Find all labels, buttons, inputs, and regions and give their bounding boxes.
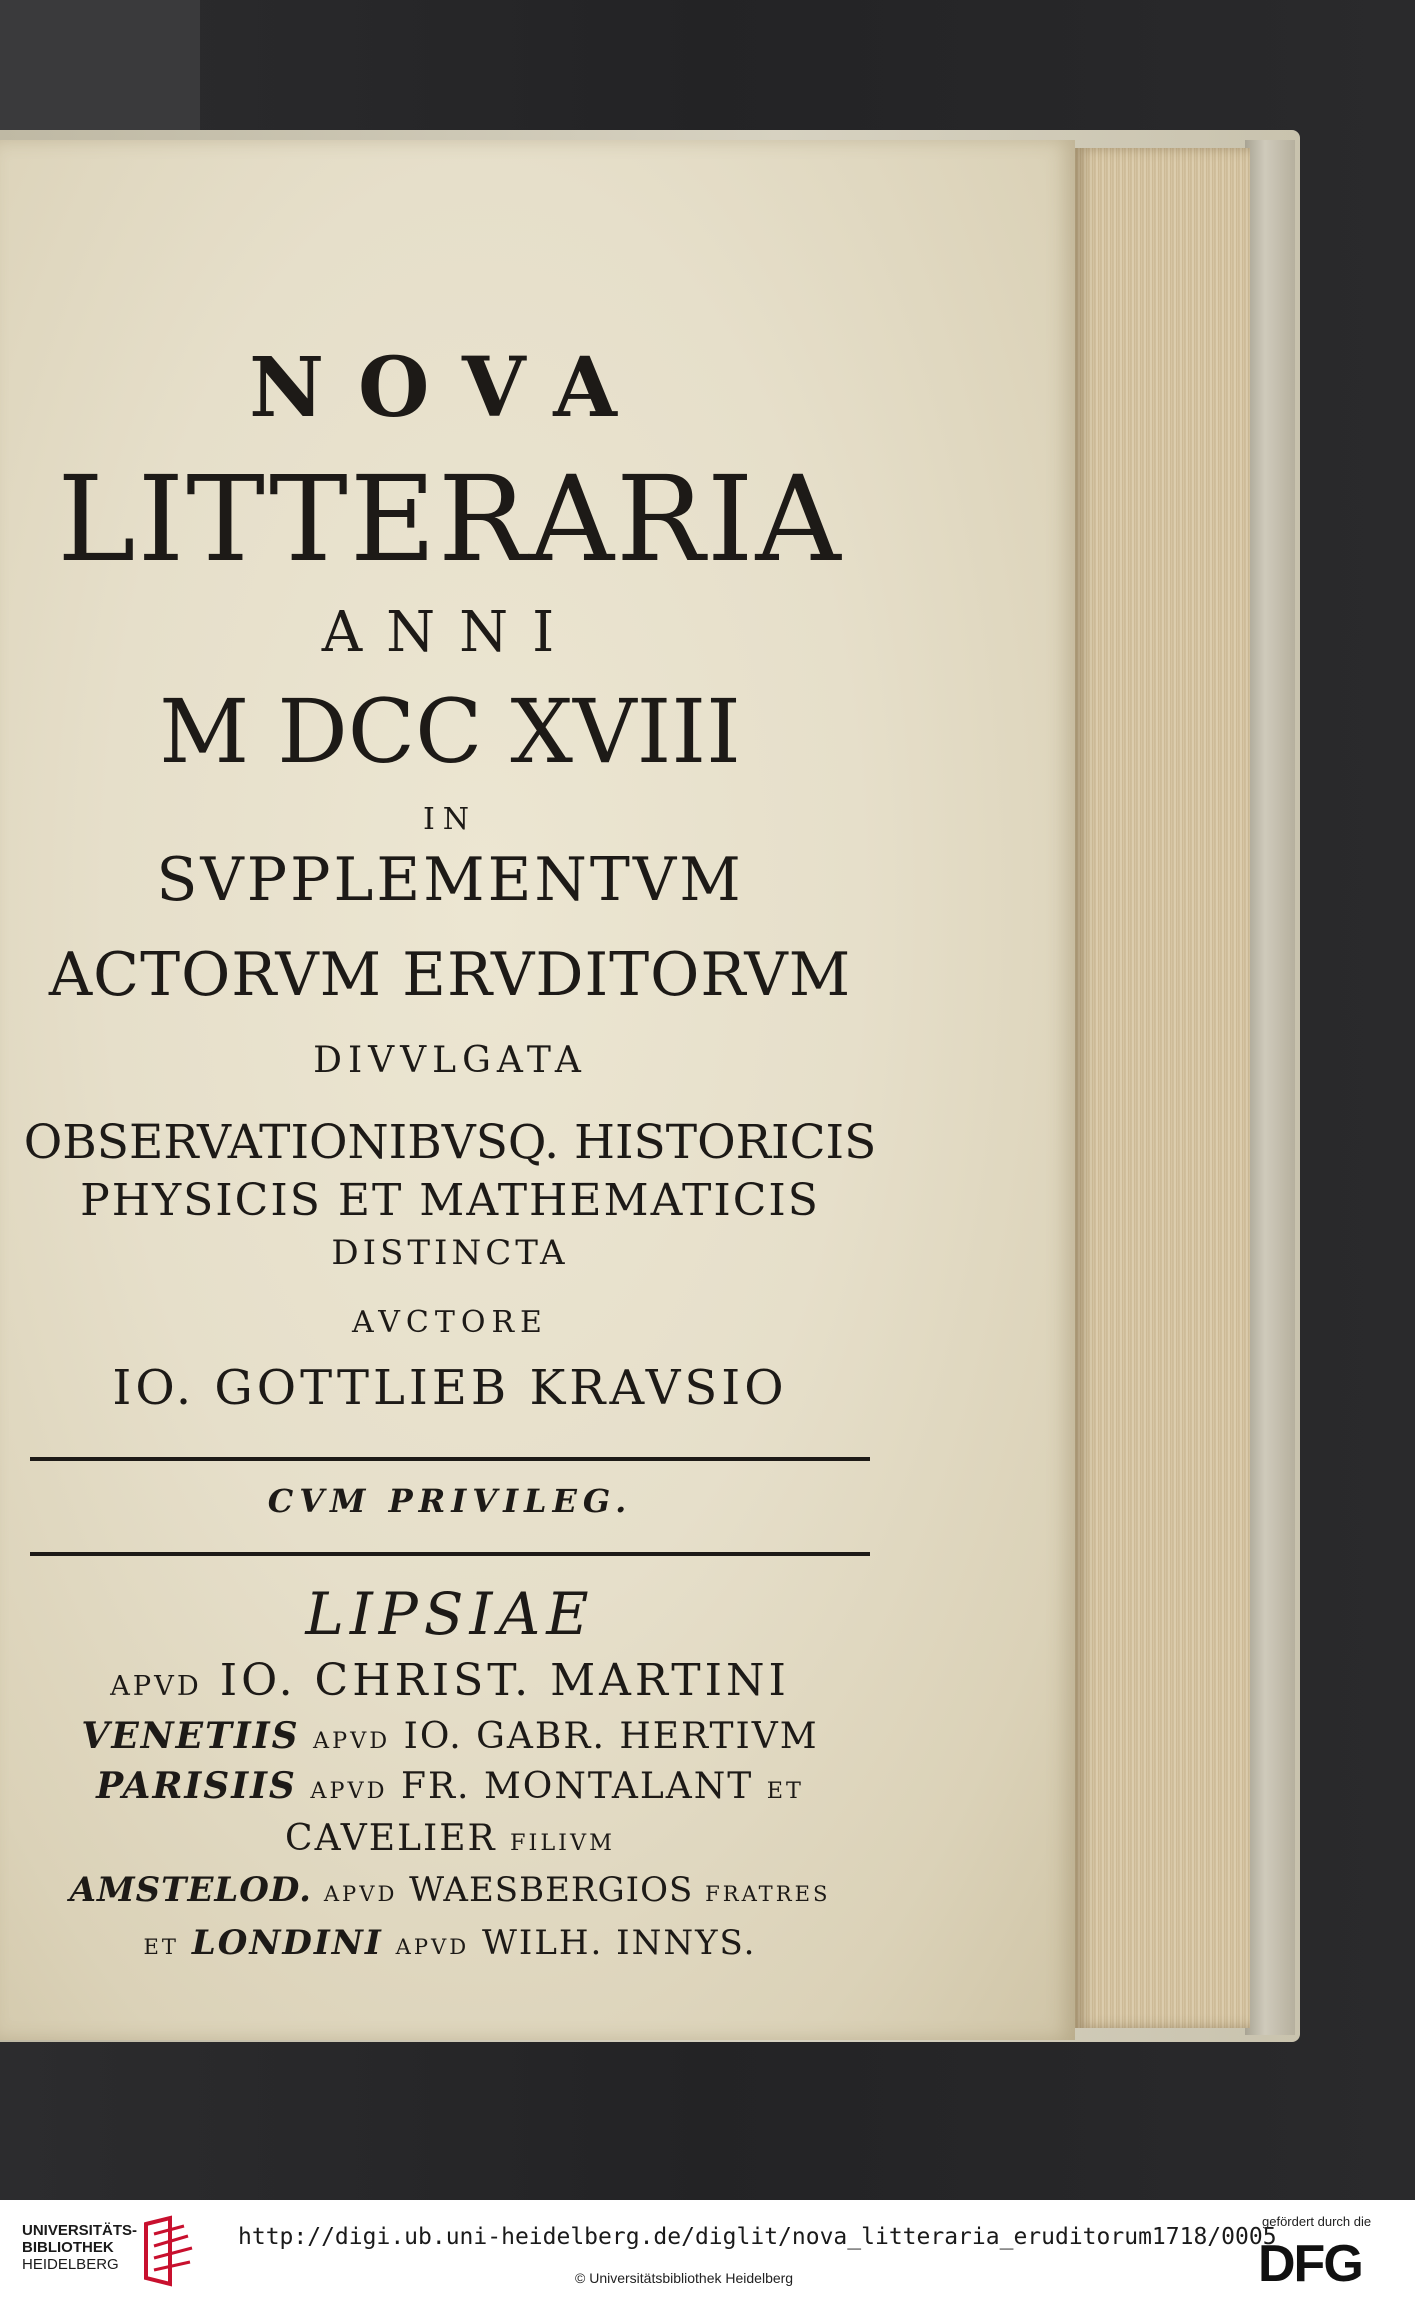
title-line-physicis: PHYSICIS ET MATHEMATICIS — [80, 1175, 820, 1226]
title-line-anni: ANNI — [321, 600, 579, 665]
imprint-apud: APVD — [313, 1728, 391, 1754]
imprint-venetiis: VENETIIS — [81, 1715, 300, 1757]
imprint-line-4 — [0, 1818, 900, 1859]
page-fore-edge — [1075, 148, 1250, 2028]
title-line-observationibus: OBSERVATIONIBVSQ. HISTORICIS — [23, 1115, 877, 1170]
imprint-apud: APVD — [323, 1881, 398, 1906]
imprint-innys: WILH. INNYS. — [481, 1923, 757, 1963]
imprint-filium: FILIVM — [510, 1830, 615, 1856]
title-line-auctore: AVCTORE — [352, 1305, 548, 1340]
imprint-apud: APVD — [310, 1778, 388, 1804]
title-line-in: IN — [422, 802, 478, 837]
imprint-amstelod: AMSTELOD. — [69, 1870, 313, 1910]
imprint-fratres: FRATRES — [705, 1881, 831, 1906]
funding-note: gefördert durch die — [1262, 2214, 1372, 2229]
permalink-url[interactable]: http://digi.ub.uni-heidelberg.de/diglit/nova_litteraria_eruditorum1718/0005 — [238, 2224, 1277, 2250]
title-line-year: M DCC XVIII — [159, 680, 741, 783]
title-line-distincta: DISTINCTA — [331, 1233, 569, 1273]
title-line-litteraria: LITTERARIA — [57, 450, 843, 588]
library-name-line-3: HEIDELBERG — [22, 2256, 119, 2273]
imprint-londini: LONDINI — [191, 1923, 383, 1963]
title-page — [0, 140, 1075, 2040]
copyright-notice: © Universitätsbibliothek Heidelberg — [575, 2270, 794, 2286]
library-name-line-2: BIBLIOTHEK — [22, 2239, 114, 2256]
library-logo-icon — [140, 2214, 196, 2288]
imprint-apud: APVD — [110, 1671, 202, 1702]
imprint-line-2 — [0, 1715, 900, 1757]
imprint-line-5 — [0, 1870, 900, 1910]
dfg-logo: DFG — [1258, 2235, 1362, 2293]
viewer-footer — [0, 2200, 1415, 2303]
imprint-waesbergios: WAESBERGIOS — [409, 1870, 694, 1910]
author-name: IO. GOTTLIEB KRAVSIO — [112, 1360, 788, 1416]
imprint-et: ET — [766, 1778, 804, 1804]
imprint-line-1 — [0, 1655, 900, 1706]
scan-backdrop-strip — [0, 0, 200, 150]
imprint-cavelier: CAVELIER — [285, 1818, 497, 1859]
library-name — [22, 2222, 137, 2273]
imprint-apud: APVD — [395, 1934, 470, 1959]
imprint-hertium: IO. GABR. HERTIVM — [403, 1716, 819, 1757]
library-name-line-1: UNIVERSITÄTS- — [22, 2222, 138, 2239]
imprint-et: ET — [143, 1934, 179, 1959]
imprint-montalant: FR. MONTALANT — [400, 1766, 754, 1807]
title-line-divulgata: DIVVLGATA — [313, 1040, 587, 1081]
rule-top — [30, 1457, 870, 1461]
imprint-city: LIPSIAE — [305, 1580, 595, 1648]
privilege-line: CVM PRIVILEG. — [267, 1482, 633, 1520]
imprint-parisiis: PARISIIS — [96, 1765, 297, 1807]
imprint-line-6 — [0, 1923, 900, 1963]
title-line-supplementum: SVPPLEMENTVM — [156, 845, 744, 915]
rule-bottom — [30, 1552, 870, 1556]
title-line-actorum: ACTORVM ERVDITORVM — [48, 940, 852, 1010]
book-cover-edge — [1245, 140, 1295, 2035]
imprint-line-3 — [0, 1765, 900, 1807]
title-line-nova: NOVA — [249, 340, 651, 436]
imprint-printer: IO. CHRIST. MARTINI — [219, 1655, 790, 1706]
